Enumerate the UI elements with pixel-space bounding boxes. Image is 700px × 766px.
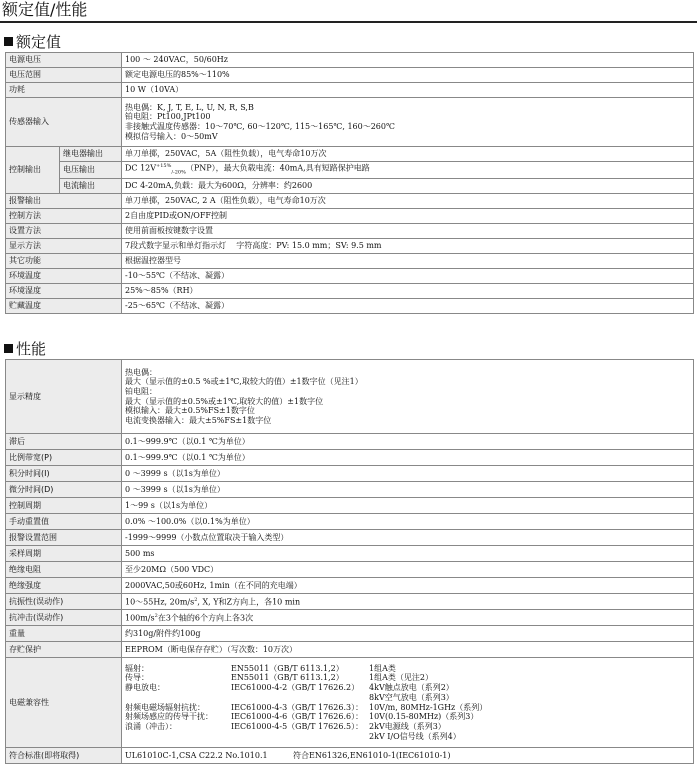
table-row [6,223,694,238]
table-row [6,253,694,268]
row-label: 环境温度 [6,268,122,283]
table-row [6,578,694,594]
table-row [6,193,694,208]
square-bullet-icon [4,344,13,353]
row-value: DC 4-20mA,负载：最大为600Ω，分辨率：约2600 [122,178,694,193]
row-value: 25%～85%（RH） [122,283,694,298]
table-row [6,434,694,450]
table-row [6,298,694,313]
row-label: 显示方法 [6,238,122,253]
table-row [6,594,694,610]
row-label: 传感器输入 [6,98,122,147]
table-row [6,178,694,193]
table-row [6,208,694,223]
title-divider [0,21,697,23]
row-value: 使用前面板按键数字设置 [122,223,694,238]
rated-table [5,52,694,314]
row-label: 滞后 [6,434,122,450]
row-value: 10 W（10VA） [122,83,694,98]
row-label: 设置方法 [6,223,122,238]
table-row [6,98,694,147]
row-value: 10～55Hz, $20m/s^2$, X, Y和Z方向上，各10 min [122,594,694,610]
row-label: 其它功能 [6,253,122,268]
table-row [6,283,694,298]
table-row [6,562,694,578]
row-label: 绝缘电阻 [6,562,122,578]
table-row [6,748,694,764]
table-row [6,466,694,482]
row-value: 根据温控器型号 [122,253,694,268]
row-label: 重量 [6,626,122,642]
square-bullet-icon [4,37,13,46]
row-value: 单刀单掷，250VAC, 2 A（阻性负载），电气寿命10万次 [122,193,694,208]
row-label: 手动重置值 [6,514,122,530]
emc-grid: 辐射： EN55011（GB/T 6113.1,2） 1组A类 传导： EN55011（GB/T 6113.1,2） 1组A类（见注2） 静电放电： IEC61000-4-2（GB/T 17626.2） 4kV触点放电（系列2） 8kV空气放电（系列3） 射频电磁场辐射抗扰： IEC61000-4-3（GB/T 17626.3）： 10V/m, 80MHz-1GHz（系列） 射频场感应的传导干扰： IEC61000-4-6（GB/T 17626.6）： 10V(0.15-80MHz)（系列3） 浪涌（冲击）： IEC61000-4-5（GB/T 17626.5）： 2kV电源线（系列3） 2kV I/O信号线（系列4） [125,663,488,741]
row-label: 微分时间(D) [6,482,122,498]
table-row [6,546,694,562]
row-value: 1～99 s（以1s为单位） [122,498,694,514]
table-row [6,68,694,83]
row-label: 贮藏温度 [6,298,122,313]
table-row [6,658,694,748]
row-value: 0.0% ～100.0%（以0.1%为单位） [122,514,694,530]
table-row [6,53,694,68]
row-label: 电磁兼容性 [6,658,122,748]
section-heading-rated: 额定值 [4,33,61,51]
row-label: 抗振性(误动作) [6,594,122,610]
row-label: 控制方法 [6,208,122,223]
row-label: 存贮保护 [6,642,122,658]
row-value: 2000VAC,50或60Hz, 1min（在不同的充电端） [122,578,694,594]
row-value: 7段式数字显示和单灯指示灯 字符高度：PV: 15.0 mm；SV: 9.5 mm [122,238,694,253]
table-row [6,162,694,179]
table-row [6,498,694,514]
row-value: -1999～9999（小数点位置取决于输入类型） [122,530,694,546]
table-row [6,83,694,98]
row-label: 积分时间(I) [6,466,122,482]
row-value: 0 ～3999 s（以1s为单位） [122,466,694,482]
row-label: 控制输出 [6,147,60,194]
row-value: 约310g/附件约100g [122,626,694,642]
table-row [6,238,694,253]
page-title: 额定值/性能 [2,0,88,19]
row-value: UL61010C-1,CSA C22.2 No.1010.1 符合EN61326,EN61010-1(IEC61010-1) [122,748,694,764]
row-value: 额定电源电压的85%～110% [122,68,694,83]
row-label: 绝缘强度 [6,578,122,594]
row-value: 单刀单掷，250VAC，5A（阻性负载），电气寿命10万次 [122,147,694,162]
table-row [6,360,694,434]
row-label: 显示精度 [6,360,122,434]
table-row [6,530,694,546]
row-label: 环境湿度 [6,283,122,298]
row-label: 电源电压 [6,53,122,68]
row-label: 报警输出 [6,193,122,208]
row-value: $100m/s^2$在3个轴的6个方向上各3次 [122,610,694,626]
section-heading-performance: 性能 [4,340,46,358]
row-value: 0 ～3999 s（以1s为单位） [122,482,694,498]
row-value: 2自由度PID或ON/OFF控制 [122,208,694,223]
row-value: 至少20MΩ（500 VDC） [122,562,694,578]
row-label: 比例带宽(P) [6,450,122,466]
row-value: 0.1～999.9℃（以0.1 ℃为单位） [122,450,694,466]
sub-label: 电流输出 [60,178,122,193]
row-label: 控制周期 [6,498,122,514]
row-label: 符合标准(即将取得) [6,748,122,764]
row-value: DC $12V^{+15\%}_{/-20\%}(PNP)$，最大负载电流：40mA,具有短路保护电路 [122,162,694,179]
row-value: -10～55℃（不结冰、凝露） [122,268,694,283]
row-value: -25～65℃（不结冰、凝露） [122,298,694,313]
row-label: 功耗 [6,83,122,98]
table-row [6,626,694,642]
performance-table [5,359,694,764]
row-label: 抗冲击(误动作) [6,610,122,626]
table-row [6,610,694,626]
table-row [6,642,694,658]
table-row [6,514,694,530]
row-value: 0.1～999.9℃（以0.1 ℃为单位） [122,434,694,450]
row-label: 报警设置范围 [6,530,122,546]
table-row [6,450,694,466]
row-value: 热电偶：K, J, T, E, L, U, N, R, S,B 铂电阻：Pt100,JPt100 非接触式温度传感器：10～70℃, 60～120℃, 115～165℃, 160～260℃ 模拟信号输入：0～50mV [122,98,694,147]
row-value: 100 ～ 240VAC，50/60Hz [122,53,694,68]
table-row [6,482,694,498]
row-value: 热电偶： 最大（显示值的±0.5 %或±1℃,取较大的值）±1数字位（见注1） 铂电阻： 最大（显示值的±0.5%或±1℃,取较大的值）±1数字位 模拟输入：最大±0.5%FS±1数字位 电流变换器输入：最大±5%FS±1数字位 [122,360,694,434]
row-label: 采样周期 [6,546,122,562]
row-value [122,658,694,748]
row-value: EEPROM（断电保存存贮）（写次数：10万次） [122,642,694,658]
table-row [6,268,694,283]
table-row [6,147,694,162]
sub-label: 继电器输出 [60,147,122,162]
row-value: 500 ms [122,546,694,562]
sub-label: 电压输出 [60,162,122,179]
row-label: 电压范围 [6,68,122,83]
